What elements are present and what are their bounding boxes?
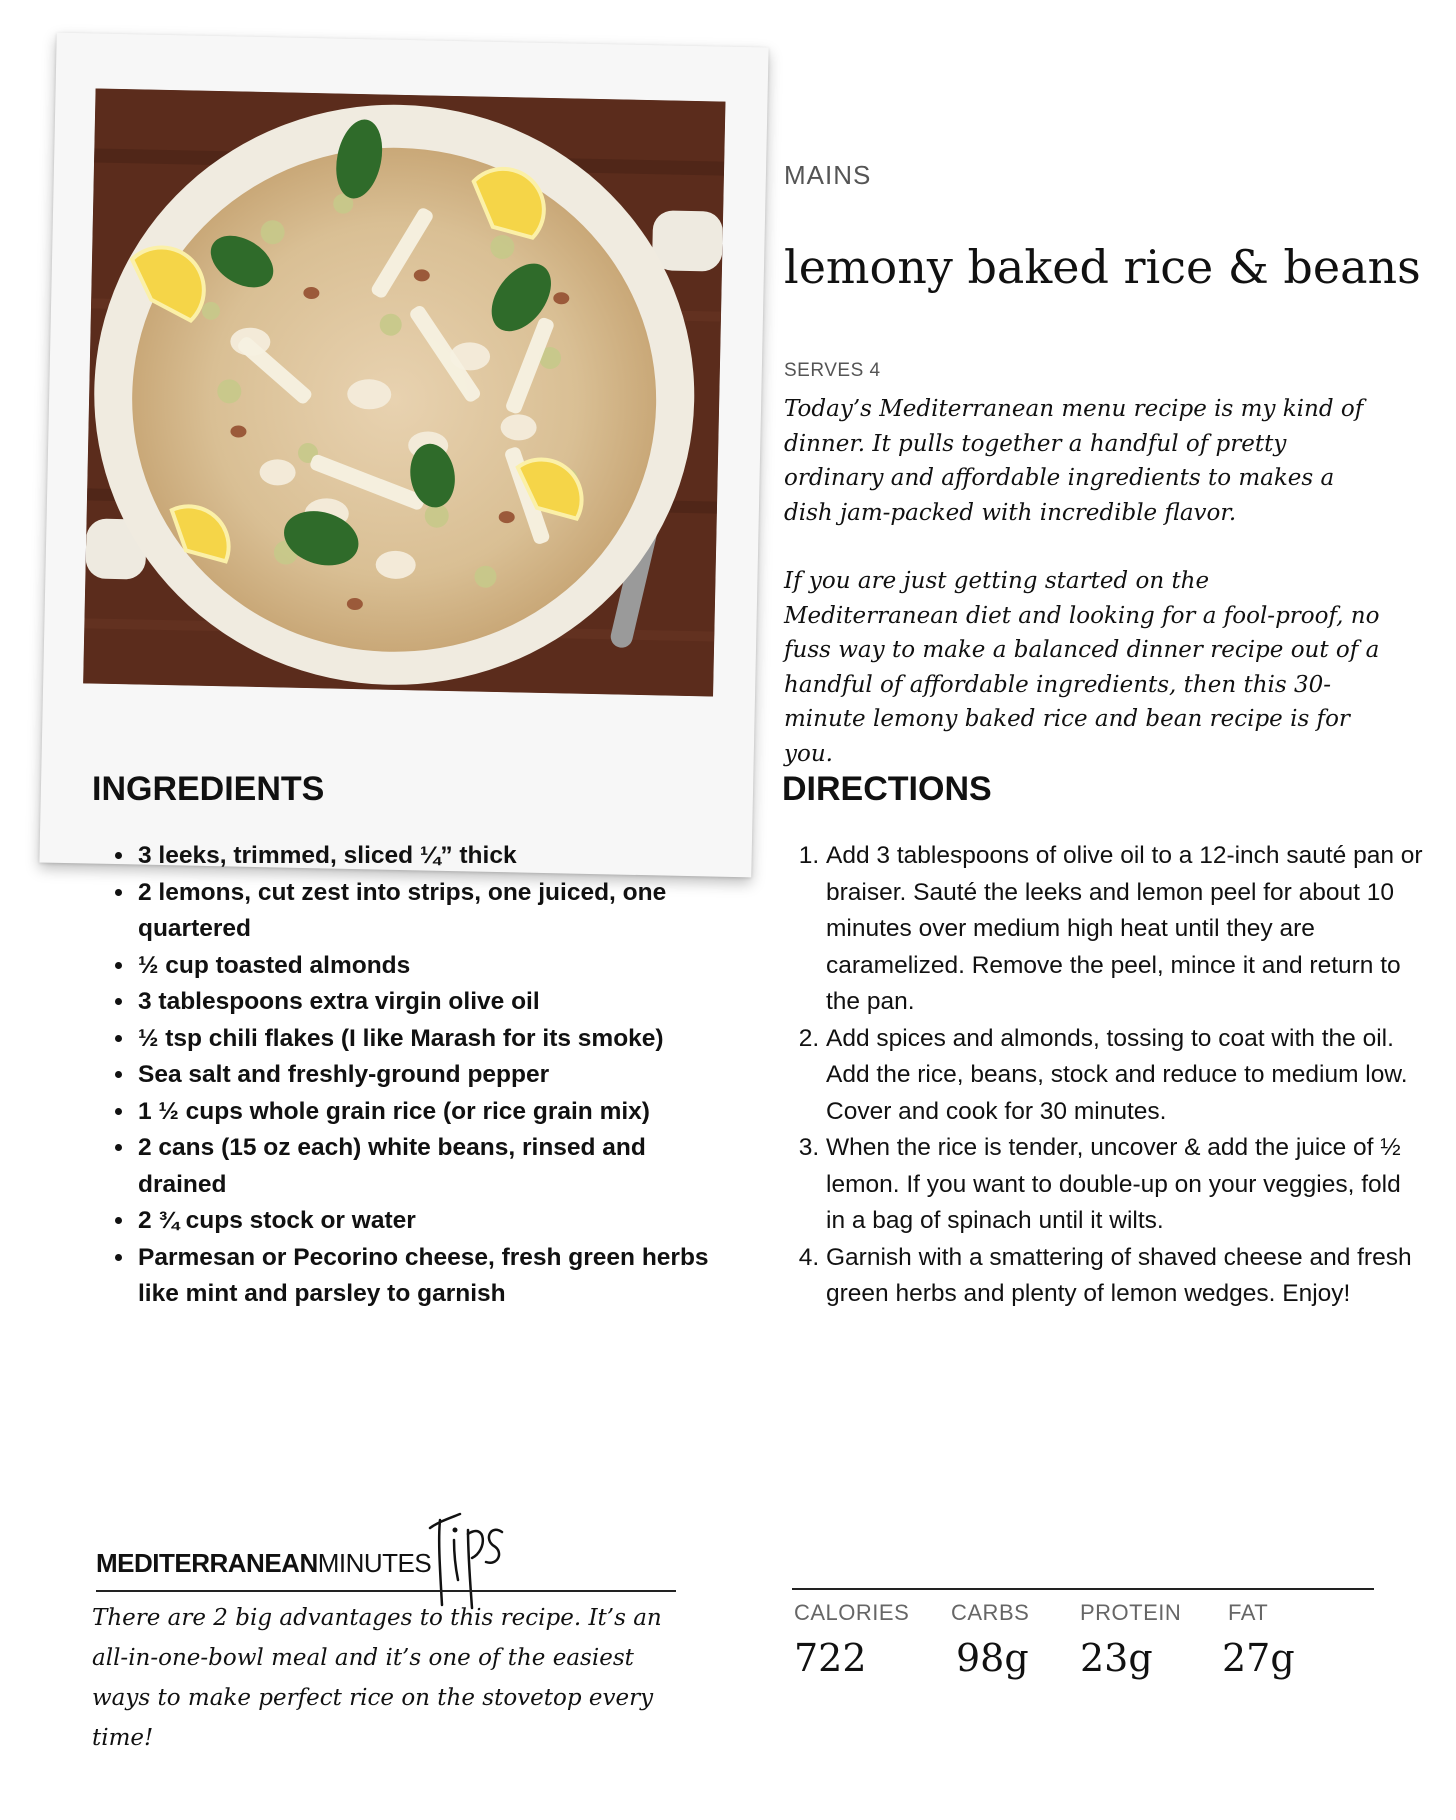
ingredients-heading: INGREDIENTS (92, 770, 325, 808)
tips-script-logo (428, 1500, 508, 1610)
tips-text: There are 2 big advantages to this recipe. It’s an all-in-one-bowl meal and it’s one of the easiest ways to make perfect rice on the stovetop every time! (92, 1605, 662, 1751)
rice-dish-illustration (83, 88, 725, 696)
ingredient-item: • 1 ½ cups whole grain rice (or rice grain mix) (136, 1094, 726, 1131)
tips-divider (96, 1590, 676, 1592)
nutrition-divider (792, 1588, 1374, 1590)
nutrition-label-protein: PROTEIN (1080, 1600, 1182, 1625)
nutrition-label-carbs: CARBS (951, 1600, 1030, 1625)
directions-heading: DIRECTIONS (782, 770, 992, 808)
ingredient-item: • 3 tablespoons extra virgin olive oil (136, 984, 726, 1021)
brand-logo (96, 1548, 431, 1579)
intro-paragraph: Today’s Mediterranean menu recipe is my kind of dinner. It pulls together a handful of pretty ordinary and affordable ingredients to makes a dish jam-packed with incredible flavor. (784, 396, 1364, 526)
ingredient-item: • Sea salt and freshly-ground pepper (136, 1057, 726, 1094)
brand-logo-light: MINUTES (317, 1548, 432, 1578)
ingredient-item: • 2 cans (15 oz each) white beans, rinsed and drained (136, 1130, 726, 1203)
ingredients-list (102, 838, 726, 1313)
serves-label: SERVES 4 (784, 360, 881, 381)
ingredient-item: • 2 ¾ cups stock or water (136, 1203, 726, 1240)
brand-logo-bold: MEDITERRANEAN (96, 1548, 318, 1578)
nutrition-label-fat: FAT (1228, 1600, 1269, 1625)
ingredient-item: • 2 lemons, cut zest into strips, one juiced, one quartered (136, 875, 726, 948)
nutrition-label-calories: CALORIES (794, 1600, 910, 1625)
ingredient-item: • 3 leeks, trimmed, sliced ¼” thick (136, 838, 726, 875)
polaroid-frame (39, 33, 768, 878)
recipe-photo (83, 88, 725, 696)
intro-paragraph: If you are just getting started on the Mediterranean diet and looking for a fool-proof, no fuss way to make a balanced dinner recipe out of a handful of affordable ingredients, then this 30-minute lemony baked rice and bean recipe is for you. (784, 568, 1380, 767)
recipe-category: MAINS (784, 160, 872, 190)
direction-step: 4. Garnish with a smattering of shaved cheese and fresh green herbs and plenty of lemon wedges. Enjoy! (826, 1240, 1426, 1313)
ingredient-item: • ½ tsp chili flakes (I like Marash for its smoke) (136, 1021, 726, 1058)
directions-list (790, 838, 1426, 1313)
ingredient-item: • Parmesan or Pecorino cheese, fresh green herbs like mint and parsley to garnish (136, 1240, 726, 1313)
recipe-title: lemony baked rice & beans (784, 240, 1421, 294)
nutrition-value-protein: 23g (1080, 1636, 1153, 1680)
direction-step: 3. When the rice is tender, uncover & add the juice of ½ lemon. If you want to double-up on your veggies, fold in a bag of spinach until it wilts. (826, 1130, 1426, 1240)
nutrition-value-calories: 722 (794, 1636, 867, 1680)
recipe-intro (784, 392, 1384, 805)
ingredient-item: • ½ cup toasted almonds (136, 948, 726, 985)
nutrition-value-fat: 27g (1222, 1636, 1295, 1680)
nutrition-value-carbs: 98g (956, 1636, 1029, 1680)
direction-step: 1. Add 3 tablespoons of olive oil to a 12-inch sauté pan or braiser. Sauté the leeks and lemon peel for about 10 minutes over medium high heat until they are caramelized. Remove the peel, mince it and return to the pan. (826, 838, 1426, 1021)
direction-step: 2. Add spices and almonds, tossing to coat with the oil. Add the rice, beans, stock and reduce to medium low. Cover and cook for 30 minutes. (826, 1021, 1426, 1131)
